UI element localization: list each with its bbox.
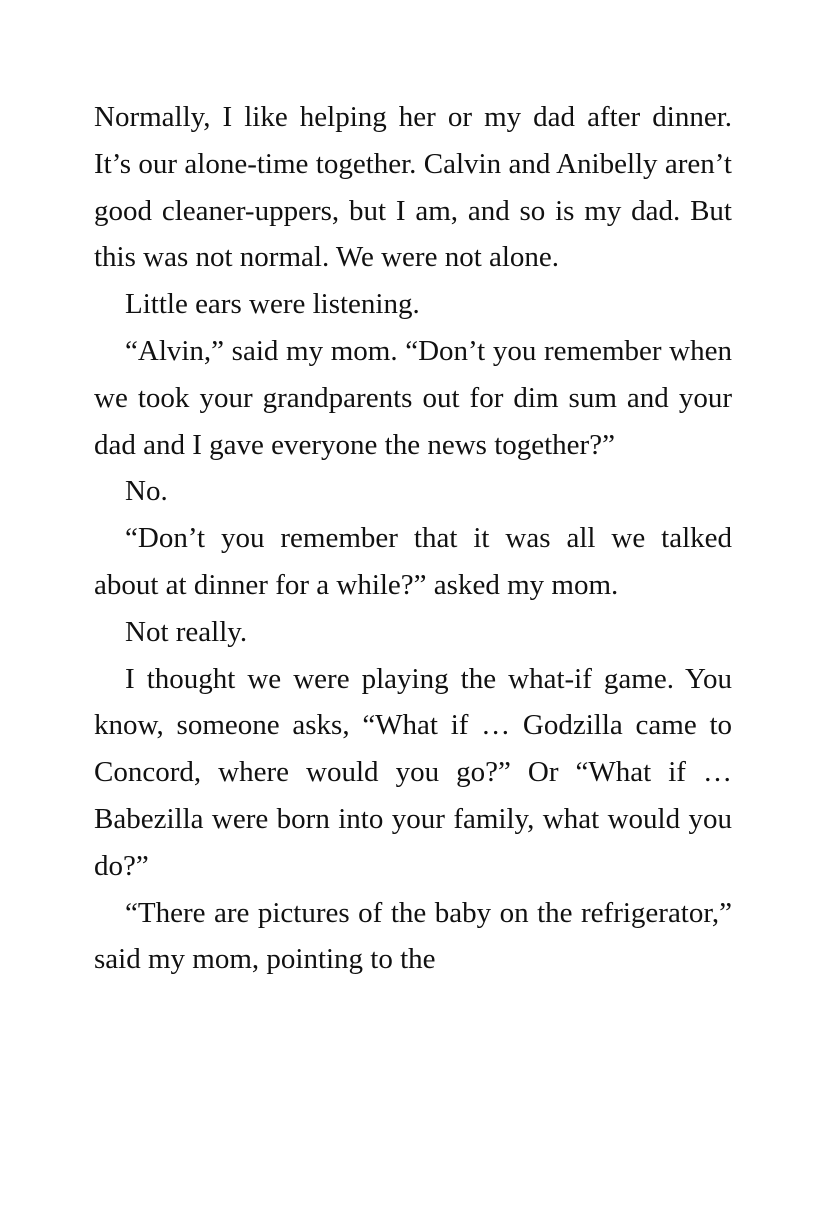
paragraph-6: Not really. (125, 615, 248, 648)
paragraph-8: “There are pictures of the baby on the refrigerator,” said my mom, pointing to the (94, 896, 732, 976)
paragraph-3: “Alvin,” said my mom. “Don’t you remember when we took your grandparents out for dim sum and your dad and I gave everyone the news together?” (94, 334, 732, 461)
paragraph-7: I thought we were playing the what-if game. You know, someone asks, “What if … Godzilla came to Concord, where would you go?” Or “What if … Babezilla were born into your family, what would you do?” (94, 662, 732, 882)
paragraph-4: No. (125, 475, 168, 508)
paragraph-5: “Don’t you remember that it was all we talked about at dinner for a while?” asked my mom. (94, 522, 732, 601)
paragraph-1: Normally, I like helping her or my dad after dinner. It’s our alone-time together. Calvin and Anibelly aren’t good cleaner-uppers, but I am, and so is my dad. But this was not normal. We were not alone. (94, 101, 732, 274)
book-page (94, 94, 732, 983)
paragraph-2: Little ears were listening. (125, 288, 420, 321)
